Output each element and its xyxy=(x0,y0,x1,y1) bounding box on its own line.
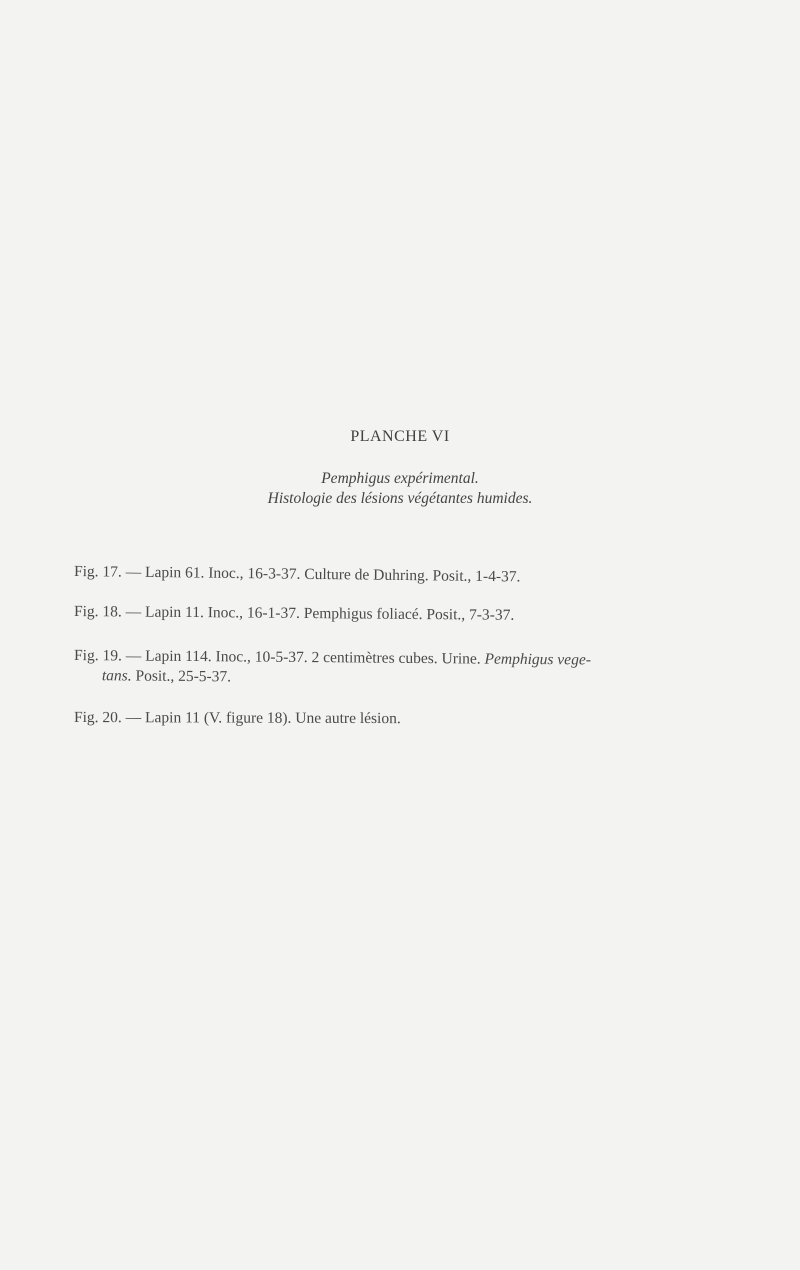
figure-caption-20: Fig. 20. — Lapin 11 (V. figure 18). Une autre lésion. xyxy=(73,709,401,728)
figure-caption-19-line2: Posit., 25-5-37. xyxy=(135,667,232,686)
plate-title: PLANCHE VI xyxy=(350,428,450,445)
plate-subtitle-line-1: Pemphigus expérimental. xyxy=(321,470,479,487)
plate-subtitle-line-2: Histologie des lésions végétantes humides. xyxy=(267,490,533,507)
figure-caption-19 xyxy=(74,646,714,692)
figure-caption-17: Fig. 17. — Lapin 61. Inoc., 16-3-37. Culture de Duhring. Posit., 1-4-37. xyxy=(73,563,521,586)
figure-caption-19-line1: Fig. 19. — Lapin 114. Inoc., 10-5-37. 2 centimètres cubes. Urine. xyxy=(74,647,481,668)
figure-caption-19-species-part1: Pemphigus vege- xyxy=(484,650,591,669)
figure-caption-19-species-part2: tans. xyxy=(101,667,132,685)
figure-caption-18: Fig. 18. — Lapin 11. Inoc., 16-1-37. Pemphigus foliacé. Posit., 7-3-37. xyxy=(73,603,515,624)
